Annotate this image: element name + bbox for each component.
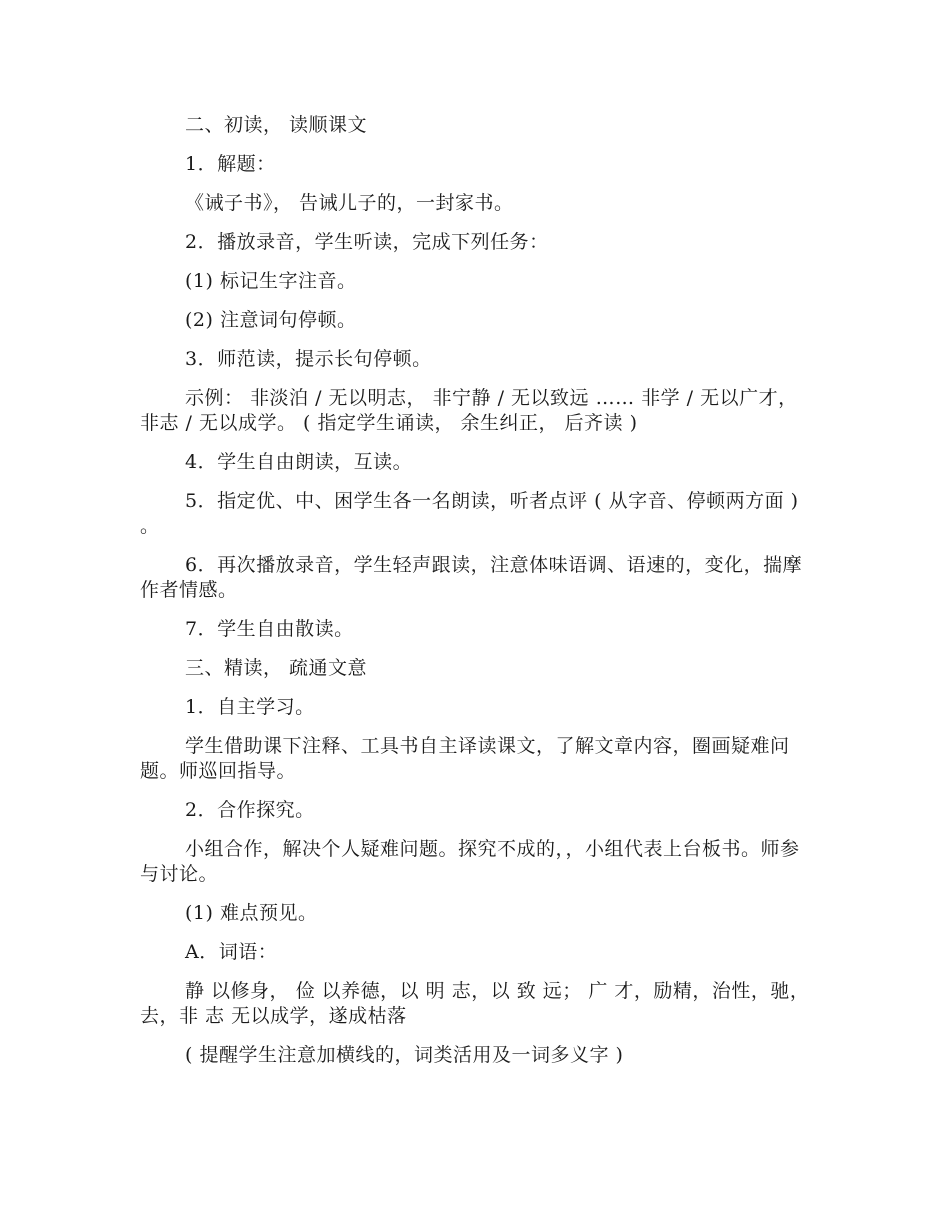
paragraph: 静 以修身， 俭 以养德，以 明 志，以 致 远； 广 才，励精，治性，驰，去，非 志 无以成学，遂成枯落 [140,980,810,1027]
step-item: 5．指定优、中、困学生各一名朗读，听者点评 ( 从字音、停顿两方面 ) 。 [140,490,799,537]
paragraph: 小组合作，解决个人疑难问题。探究不成的，，小组代表上台板书。师参与讨论。 [140,838,800,885]
section-heading: 二、初读， 读顺课文 [185,114,368,136]
step-item: 4．学生自由朗读，互读。 [185,451,413,473]
section-heading: 三、精读， 疏通文意 [185,657,368,679]
sub-item: A．词语： [185,941,278,963]
step-item: 3．师范读，提示长句停顿。 [185,348,432,370]
sub-item: (1) 难点预见。 [185,902,318,924]
step-item: 6．再次播放录音，学生轻声跟读，注意体味语调、语速的，变化，揣摩作者情感。 [140,554,803,601]
step-item: 1．自主学习。 [185,696,315,718]
step-item: 1．解题： [185,153,276,175]
paragraph: 《诫子书》， 告诫儿子的，一封家书。 [185,192,514,214]
sub-item: (1) 标记生字注音。 [185,270,357,292]
paragraph: 示例： 非淡泊 / 无以明志， 非宁静 / 无以致远 …… 非学 / 无以广才， 非志 / 无以成学。 ( 指定学生诵读， 余生纠正， 后齐读 ) [140,387,798,434]
step-item: 2．播放录音，学生听读，完成下列任务： [185,231,549,253]
sub-item: (2) 注意词句停顿。 [185,309,357,331]
paragraph: 学生借助课下注释、工具书自主译读课文，了解文章内容，圈画疑难问题。师巡回指导。 [140,735,790,782]
step-item: 2．合作探究。 [185,799,315,821]
step-item: 7．学生自由散读。 [185,618,354,640]
note-paragraph: ( 提醒学生注意加横线的，词类活用及一词多义字 ) [185,1044,624,1066]
document-body [140,113,812,1082]
